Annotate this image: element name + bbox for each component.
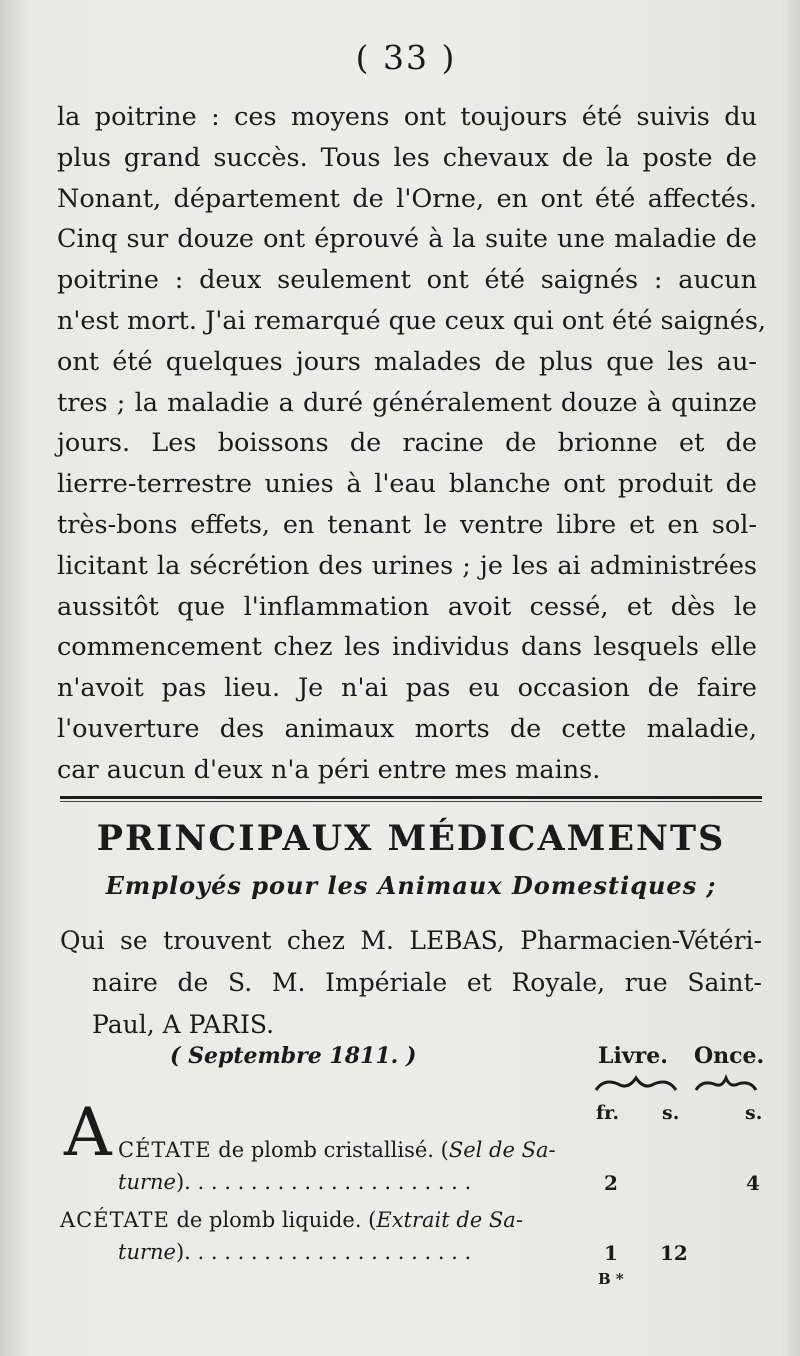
price-fr: 2 — [604, 1171, 618, 1195]
entry-name: CÉTATE — [118, 1138, 212, 1162]
entry-alias: Extrait de Sa- — [376, 1208, 523, 1232]
text-line: n'est mort. J'ai remarqué que ceux qui ont été saignés, — [57, 305, 767, 336]
text-line: licitant la sécrétion des urines ; je les ai administrées — [57, 550, 757, 581]
text-line: commencement chez les individus dans lesquels elle — [57, 632, 757, 663]
section-divider — [60, 796, 762, 802]
dropcap-letter: A — [64, 1094, 112, 1171]
imprint-line: naire de S. M. Impériale et Royale, rue Saint- — [92, 968, 762, 997]
entry-line — [118, 1240, 598, 1264]
section-subtitle: Employés pour les Animaux Domestiques ; — [105, 871, 717, 900]
brace-livre-icon — [596, 1078, 676, 1090]
unit-fr: fr. — [596, 1102, 620, 1124]
text-line: ont été quelques jours malades de plus que les au- — [57, 346, 757, 377]
entry-line — [118, 1170, 598, 1194]
text-line: Cinq sur douze ont éprouvé à la suite une maladie de — [57, 224, 757, 255]
text-line: jours. Les boissons de racine de brionne et de — [57, 428, 757, 459]
text-line: plus grand succès. Tous les chevaux de la poste de — [57, 142, 757, 173]
price-fr: 1 — [604, 1241, 618, 1265]
text-line: la poitrine : ces moyens ont toujours été suivis du — [57, 102, 757, 132]
entry-text: de plomb liquide. ( — [169, 1208, 377, 1232]
text-line: n'avoit pas lieu. Je n'ai pas eu occasion de faire — [57, 673, 757, 704]
text-line: très-bons effets, en tenant le ventre libre et en sol- — [57, 509, 757, 540]
signature-mark: B * — [598, 1270, 624, 1288]
text-line: tres ; la maladie a duré généralement douze à quinze — [57, 387, 757, 418]
price-once: 4 — [746, 1171, 760, 1195]
column-header-once: Once. — [694, 1043, 765, 1069]
imprint-line: Qui se trouvent chez M. LEBAS, Pharmacien-Vétéri- — [60, 926, 762, 955]
text-line: l'ouverture des animaux morts de cette maladie, — [57, 713, 757, 744]
section-title: PRINCIPAUX MÉDICAMENTS — [96, 818, 726, 859]
text-line: car aucun d'eux n'a péri entre mes mains. — [57, 754, 601, 785]
page-number: ( 33 ) — [355, 38, 457, 77]
entry-line — [60, 1208, 760, 1232]
leader-dots: ). . . . . . . . . . . . . . . . . . . . . . — [175, 1170, 472, 1194]
unit-s: s. — [662, 1102, 680, 1124]
column-header-livre: Livre. — [598, 1043, 668, 1069]
entry-alias-cont: turne — [118, 1240, 176, 1264]
column-brace-icons — [592, 1072, 762, 1100]
text-line: aussitôt que l'inflammation avoit cessé, et dès le — [57, 591, 757, 622]
entry-line — [118, 1138, 618, 1162]
text-line: lierre-terrestre unies à l'eau blanche ont produit de — [57, 469, 757, 500]
unit-s-once: s. — [745, 1102, 763, 1124]
publication-date: ( Septembre 1811. ) — [170, 1043, 417, 1069]
leader-dots: ). . . . . . . . . . . . . . . . . . . . . . — [175, 1240, 472, 1264]
body-paragraph — [57, 97, 767, 791]
entry-alias: Sel de Sa- — [448, 1138, 556, 1162]
brace-once-icon — [696, 1078, 756, 1090]
entry-text: de plomb cristallisé. ( — [211, 1138, 449, 1162]
price-once: 12 — [660, 1241, 688, 1265]
imprint-block — [60, 920, 762, 1046]
imprint-line: Paul, A PARIS. — [92, 1010, 275, 1039]
text-line: Nonant, département de l'Orne, en ont été affectés. — [57, 183, 757, 214]
entry-alias-cont: turne — [118, 1170, 176, 1194]
entry-name: ACÉTATE — [60, 1208, 170, 1232]
text-line: poitrine : deux seulement ont été saignés : aucun — [57, 265, 757, 296]
